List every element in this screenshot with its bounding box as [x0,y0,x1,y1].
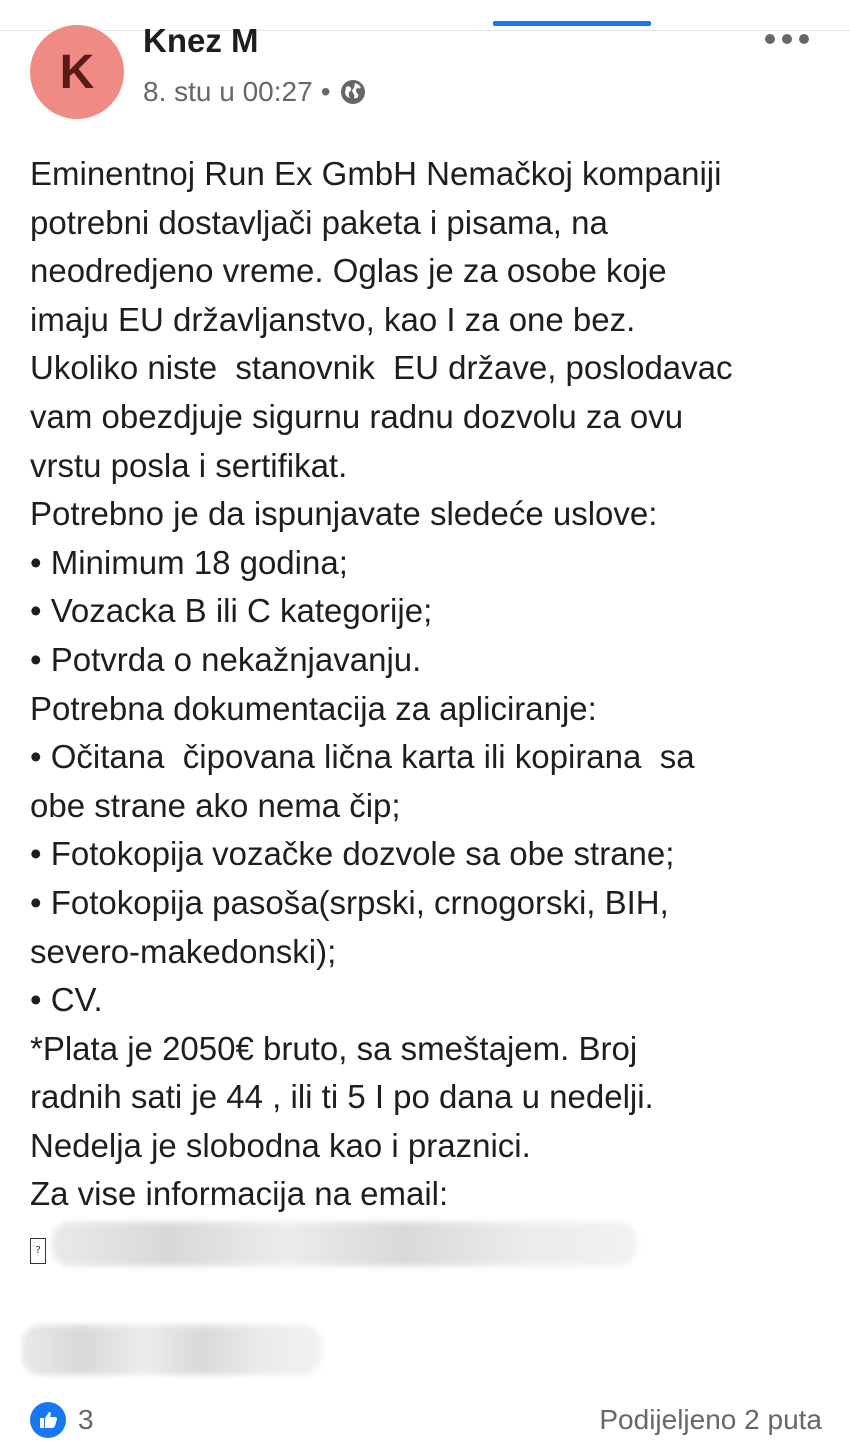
post-text-line: vam obezdjuje sigurnu radnu dozvolu za ovu [30,397,684,435]
meta-separator: • [320,76,331,107]
author-name[interactable]: Knez M [143,22,259,59]
post-text-line: • CV. [30,981,103,1019]
post-text-line: radnih sati je 44 , ili ti 5 I po dana u nedelji. [30,1078,654,1116]
post-text-line: Potrebno je da ispunjavate sledeće uslove: [30,495,658,533]
post-text-line: severo-makedonski); [30,932,337,970]
post-timestamp[interactable]: 8. stu u 00:27 [143,76,313,107]
post-meta [143,74,367,110]
shares-count[interactable]: Podijeljeno 2 puta [599,1404,822,1435]
post-text-line: neodredjeno vreme. Oglas je za osobe koje [30,252,667,290]
post-text-line: • Potvrda o nekažnjavanju. [30,640,422,678]
post-text-line: Za vise informacija na email: [30,1175,449,1213]
more-options-icon[interactable] [765,24,809,54]
like-icon [30,1402,66,1438]
post-footer [30,1398,822,1442]
post-text-line: imaju EU državljanstvo, kao I za one bez. [30,300,636,338]
active-tab-indicator [493,21,651,26]
post-text-line: • Očitana čipovana lična karta ili kopirana sa [30,738,695,776]
globe-icon [339,78,367,106]
post-text-line: Eminentnoj Run Ex GmbH Nemačkoj kompaniji [30,155,722,192]
post-body [30,150,830,1219]
post-text-line: Potrebna dokumentacija za apliciranje: [30,689,597,727]
post-text-line: *Plata je 2050€ bruto, sa smeštajem. Broj [30,1029,638,1067]
post-text-line: obe strane ako nema čip; [30,786,401,824]
post-text-line: • Vozacka B ili C kategorije; [30,592,433,630]
more-dot [765,34,775,44]
avatar[interactable] [30,25,124,119]
post-text-line: • Fotokopija pasoša(srpski, crnogorski, BIH, [30,883,669,921]
post-text-line: vrstu posla i sertifikat. [30,446,348,484]
more-dot [782,34,792,44]
more-dot [799,34,809,44]
post-text-line: Ukoliko niste stanovnik EU države, poslodavac [30,349,733,387]
reaction-count: 3 [78,1404,94,1435]
post-text-line: Nedelja je slobodna kao i praznici. [30,1126,531,1164]
redacted-email [52,1222,637,1266]
top-nav-bar [0,0,850,31]
post-text-line: potrebni dostavljači paketa i pisama, na [30,203,608,241]
post-text-line: • Fotokopija vozačke dozvole sa obe strane; [30,835,675,873]
unknown-glyph-icon: ? [30,1238,46,1264]
redacted-phone [22,1325,322,1375]
post-text-line: • Minimum 18 godina; [30,543,348,581]
reactions-summary[interactable] [30,1402,94,1438]
avatar-initial: K [59,45,95,99]
